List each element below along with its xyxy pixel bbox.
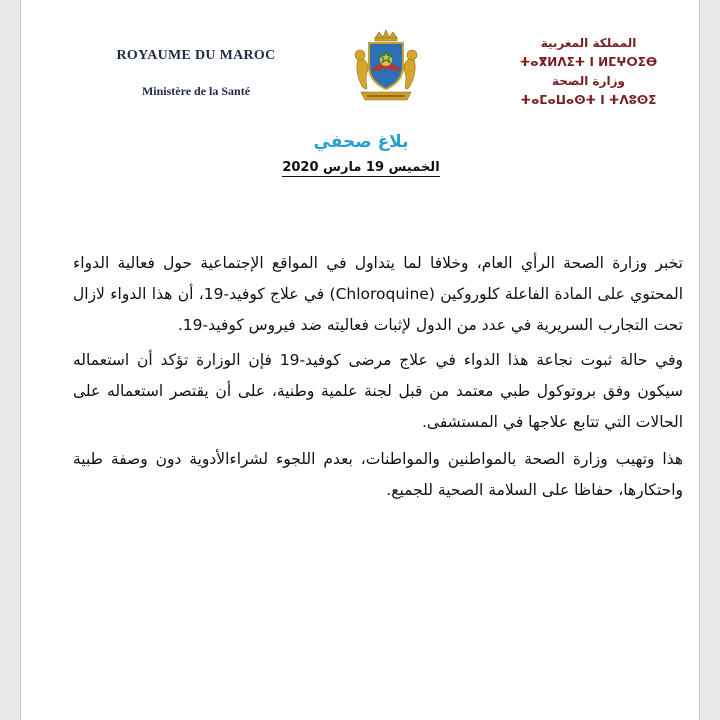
press-release-title: بلاغ صحفي bbox=[313, 132, 409, 152]
date-text: الخميس 19 مارس 2020 bbox=[282, 160, 440, 175]
ministry-title: Ministère de la Santé bbox=[141, 84, 251, 98]
ministry-title-arabic: وزارة الصحة bbox=[551, 74, 626, 88]
paragraph-2: وفي حالة ثبوت نجاعة هذا الدواء في علاج مرضى كوفيد-19 فإن الوزارة تؤكد أن استعماله سيكون وفق بروتوكول طبي معتمد من قبل لجنة علمية وطنية، على أن يقتصر استعماله على الحالات التي تتابع علاجها في المستشفى. bbox=[73, 351, 683, 431]
document-page bbox=[20, 0, 700, 720]
moroccan-coat-of-arms-icon bbox=[351, 28, 421, 108]
paragraph-1: تخبر وزارة الصحة الرأي العام، وخلافا لما يتداول في المواقع الإجتماعية حول فعالية الدواء المحتوي على المادة الفاعلة كلوروكين (Chloroquine) في علاج كوفيد-19، أن هذا الدواء لازال تحت التجارب السريرية في عدد من الدول لإثبات فعاليته ضد فيروس كوفيد-19. bbox=[73, 254, 683, 334]
arabic-tifinagh-header bbox=[501, 34, 676, 110]
kingdom-title: ROYAUME DU MAROC bbox=[116, 48, 276, 63]
press-release-date bbox=[21, 160, 701, 175]
kingdom-title-tifinagh: ⵜⴰⴳⵍⴷⵉⵜ ⵏ ⵍⵎⵖⵔⵉⴱ bbox=[519, 55, 658, 69]
french-header bbox=[111, 48, 281, 99]
kingdom-title-arabic: المملكة المغربية bbox=[540, 36, 637, 50]
paragraph-3: هذا وتهيب وزارة الصحة بالمواطنين والمواطنات، بعدم اللجوء لشراءالأدوية دون وصفة طبية واحتكارها، حفاظا على السلامة الصحية للجميع. bbox=[73, 450, 683, 499]
press-release-body bbox=[73, 248, 683, 510]
ministry-title-tifinagh: ⵜⴰⵎⴰⵡⴰⵙⵜ ⵏ ⵜⴷⵓⵙⵉ bbox=[520, 93, 657, 107]
